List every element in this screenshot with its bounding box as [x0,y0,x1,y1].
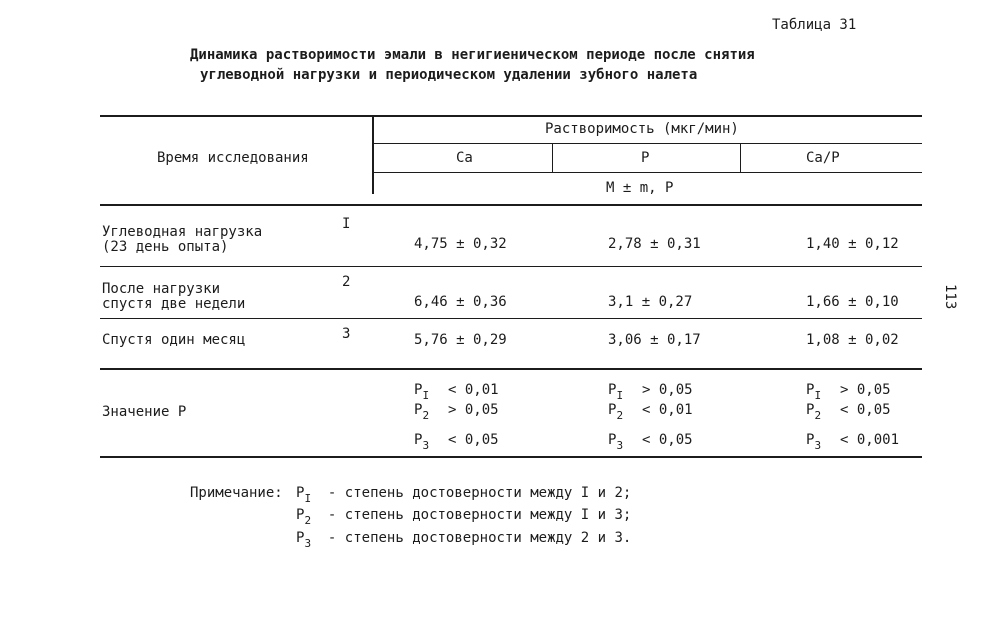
row-rule-2 [100,318,922,319]
p-value-p-1: $P_I > 0,05$ [608,382,693,402]
row-3-value-ca: 5,76 ± 0,29 [414,332,507,348]
note-line-3: $P_3$ - степень достоверности между 2 и 3. [296,530,632,550]
row-2-value-ca-p: 1,66 ± 0,10 [806,294,899,310]
p-value-ca-1: $P_I < 0,01$ [414,382,499,402]
column-header-ca-p: Ca/P [806,150,840,166]
page-number: 113 [942,284,958,310]
p-value-ca-2: $P_2 > 0,05$ [414,402,499,422]
p-value-p-3: $P_3 < 0,05$ [608,432,693,452]
row-1-index: I [342,216,351,232]
group-header-rule [374,143,922,144]
p-symbol: $P_2$ [414,402,430,422]
p-value-ca-p-3: $P_3 < 0,001$ [806,432,900,452]
row-3-value-p: 3,06 ± 0,17 [608,332,701,348]
p-value-ca-3: $P_3 < 0,05$ [414,432,499,452]
p-symbol: $P_I$ [806,382,822,402]
p-symbol: $P_2$ [608,402,624,422]
row-rule-1 [100,266,922,267]
p-value-ca-p-2: $P_2 < 0,05$ [806,402,891,422]
p-symbol: $P_2$ [806,402,822,422]
row-1-label-line-1: Углеводная нагрузка [102,224,263,240]
table-title-line-1: Динамика растворимости эмали в негигиеническом периоде после снятия [190,47,755,63]
row-1-label-line-2: (23 день опыта) [102,239,229,255]
row-3-label-line-1: Спустя один месяц [102,332,246,348]
stat-header-label: M ± m, P [606,180,674,196]
table-label: Таблица 31 [772,17,857,33]
column-divider-2 [740,144,741,172]
p-value-ca-p-1: $P_I > 0,05$ [806,382,891,402]
row-2-label-line-2: спустя две недели [102,296,246,312]
table-top-rule [100,115,922,117]
note-line-1: $P_I$ - степень достоверности между I и 2; [296,485,632,505]
column-divider-1 [552,144,553,172]
row-2-label-line-1: После нагрузки [102,281,221,297]
table-title-line-2: углеводной нагрузки и периодическом удалении зубного налета [200,67,698,83]
column-header-ca: Ca [456,150,473,166]
column-header-p: P [641,150,650,166]
p-symbol: $P_I$ [608,382,624,402]
p-symbol: $P_3$ [414,432,430,452]
header-divider-vertical [372,116,374,194]
p-symbol: $P_3$ [608,432,624,452]
row-3-index: 3 [342,326,351,342]
row-2-index: 2 [342,274,351,290]
note-line-2: $P_2$ - степень достоверности между I и 3; [296,507,632,527]
p-value-p-2: $P_2 < 0,01$ [608,402,693,422]
row-rule-3 [100,368,922,370]
p-symbol: $P_I$ [414,382,430,402]
table-bottom-rule [100,456,922,458]
header-bottom-rule [100,204,922,206]
row-2-value-p: 3,1 ± 0,27 [608,294,693,310]
row-3-value-ca-p: 1,08 ± 0,02 [806,332,899,348]
columns-header-rule [374,172,922,173]
group-header-label: Растворимость (мкг/мин) [545,121,739,137]
row-1-value-ca: 4,75 ± 0,32 [414,236,507,252]
row-1-value-ca-p: 1,40 ± 0,12 [806,236,899,252]
p-row-label: Значение P [102,404,187,420]
row-header-label: Время исследования [157,150,309,166]
row-2-value-ca: 6,46 ± 0,36 [414,294,507,310]
note-prefix: Примечание: [190,485,283,501]
row-1-value-p: 2,78 ± 0,31 [608,236,701,252]
p-symbol: $P_3$ [806,432,822,452]
